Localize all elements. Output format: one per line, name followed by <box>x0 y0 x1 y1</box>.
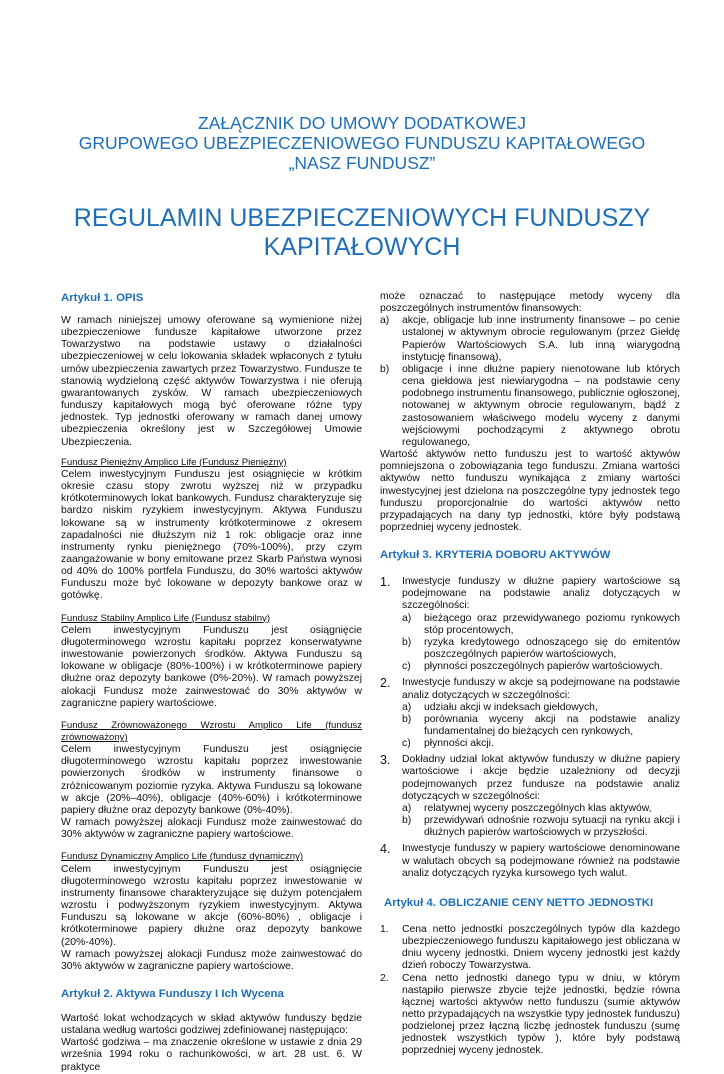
sub-text: ryzyka kredytowego odnoszącego się do emitentów poszczególnych papierów wartościowych, <box>424 636 680 661</box>
right-column <box>380 291 680 1058</box>
list-item-text: Cena netto jednostki danego typu w dniu, w którym nastąpiło pierwsze zbycie tejże jednostki, będzie równa łącznej wartości aktywów netto funduszu (sumie aktywów netto przypadających na wszystkie typy jednostek funduszu) podzielonej przez łączną liczbę jednostek funduszu (sumę jednostek wszystkich typów ), które były podstawą poprzedniej wyceny jednostek. <box>402 972 680 1057</box>
fund-3-name: Fundusz Zrównoważonego Wzrostu Amplico Life (fundusz zrównoważony) <box>61 719 362 743</box>
main-title-line2: KAPITAŁOWYCH <box>263 233 461 261</box>
fund-1-name: Fundusz Pieniężny Amplico Life (Fundusz Pieniężny) <box>61 456 287 468</box>
list-item-text: Inwestycje funduszy w dłużne papiery wartościowe są podejmowane na podstawie analiz dotyczących w szczególności: <box>402 576 680 612</box>
sub-text: płynności akcji. <box>424 738 494 750</box>
list-item-text: akcje, obligacje lub inne instrumenty finansowe – po cenie ustalonej w aktywnym obrocie regulowanym (przez Giełdę Papierów Wartościowych S.A. lub inną wiarygodną instytucję finansową), <box>402 315 680 363</box>
article-2-heading: Artykuł 2. Aktywa Funduszy I Ich Wycena <box>61 987 284 1000</box>
article-3-list <box>380 576 680 880</box>
left-column <box>61 291 362 1074</box>
annex-title-line3: „NASZ FUNDUSZ” <box>288 153 436 173</box>
annex-title-line1: ZAŁĄCZNIK DO UMOWY DODATKOWEJ <box>198 113 526 133</box>
list-marker: 3. <box>380 753 391 768</box>
list-marker: 2. <box>380 972 389 984</box>
article-4-list <box>380 924 680 1058</box>
article-4-heading: Artykuł 4. OBLICZANIE CENY NETTO JEDNOSTKI <box>384 896 654 909</box>
list-item-text: Cena netto jednostki poszczególnych typów dla każdego ubezpieczeniowego funduszu kapitałowego jest obliczana w dniu wyceny jednostki. Dniem wyceny jednostki jest każdy dzień roboczy Towarzystwa. <box>402 923 680 972</box>
sub-item <box>402 714 680 738</box>
sub-item <box>402 661 680 673</box>
sub-item <box>402 702 680 714</box>
list-item <box>380 924 680 973</box>
fund-4-allocation-note: W ramach powyższej alokacji Fundusz może zainwestować do 30% aktywów w zagraniczne papiery wartościowe. <box>61 948 362 972</box>
list-item <box>380 973 680 1058</box>
fund-2-name: Fundusz Stabilny Amplico Life (Fundusz stabilny) <box>61 612 271 624</box>
sub-text: przewidywań odnośnie rozwoju sytuacji na rynku akcji i dłużnych papierów wartościowych w przyszłości. <box>424 815 680 839</box>
list-item-text: Inwestycje funduszy w akcje są podejmowane na podstawie analiz dotyczących w szczególności: <box>402 677 680 701</box>
fund-4-name: Fundusz Dynamiczny Amplico Life (fundusz dynamiczny) <box>61 851 304 863</box>
article-2-fair-value: Wartość godziwa – ma znaczenie określone w ustawie z dnia 29 września 1994 roku o rachunkowości, w art. 28 ust. 6. W praktyce <box>61 1037 362 1073</box>
fund-3-allocation-note: W ramach powyższej alokacji Fundusz może zainwestować do 30% aktywów w zagraniczne papiery wartościowe. <box>61 817 362 841</box>
list-item <box>380 677 680 750</box>
sub-item <box>402 613 680 637</box>
list-marker: 4. <box>380 842 391 857</box>
list-item <box>380 315 680 364</box>
sub-marker: b) <box>402 636 412 648</box>
article-3-heading: Artykuł 3. KRYTERIA DOBORU AKTYWÓW <box>380 549 611 562</box>
article-1-heading: Artykuł 1. OPIS <box>61 292 144 304</box>
article-2-intro: Wartość lokat wchodzących w skład aktywów funduszy będzie ustalana według wartości godziwej zdefiniowanej następująco: <box>61 1012 362 1037</box>
list-item-text: Dokładny udział lokat aktywów funduszy w dłużne papiery wartościowe i akcje będzie uzależniony od decyzji podejmowanych przez fundusze na podstawie analiz dotyczących w szczególności: <box>402 754 680 802</box>
sub-marker: c) <box>402 661 411 673</box>
sub-marker: a) <box>402 701 412 713</box>
fund-2-description: Celem inwestycyjnym Funduszu jest osiągnięcie długoterminowego wzrostu kapitału poprzez konserwatywne inwestowanie powierzonych środków. Aktywa Funduszu są lokowane w obligacje (80%-100%) i w krótkoterminowe papiery dłużne oraz depozyty bankowe (0%-20%). W ramach powyższej alokacji Fundusz może zainwestować do 30% aktywów w zagraniczne papiery wartościowe. <box>61 624 362 709</box>
fund-3-description: Celem inwestycyjnym Funduszu jest osiągnięcie długoterminowego wzrostu kapitału poprzez inwestowanie powierzonych środków w instrumenty finansowe o zróżnicowanym poziomie ryzyka. Aktywa Funduszu są lokowane w akcje (20%–40%), obligacje (40%-60%) i krótkoterminowe papiery dłużne oraz depozyty bankowe (0%-40%). <box>61 744 362 816</box>
sub-text: porównania wyceny akcji na podstawie analizy fundamentalnej do bieżących cen rynkowych, <box>424 713 680 737</box>
sub-text: udziału akcji w indeksach giełdowych, <box>424 701 598 713</box>
sub-text: relatywnej wyceny poszczególnych klas aktywów, <box>424 802 652 814</box>
sub-marker: b) <box>402 815 412 827</box>
list-marker: b) <box>380 363 390 375</box>
net-asset-value-paragraph: Wartość aktywów netto funduszu jest to wartość aktywów pomniejszona o zobowiązania tego funduszu. Zmiana wartości aktywów netto funduszu wynikająca z zmiany wartości inwestycyjnej jest dzielona na poszczególne typy jednostek tego funduszu proporcjonalnie do wartości aktywów netto przypadających na dany typ jednostki, które były podstawą poprzedniej wyceny jednostek. <box>380 449 680 533</box>
list-item <box>380 754 680 839</box>
fund-4-description: Celem inwestycyjnym Funduszu jest osiągnięcie długoterminowego wzrostu kapitału poprzez inwestowanie w instrumenty finansowe charakteryzujące się dużym potencjałem wzrostu i podwyższonym ryzykiem inwestycyjnym. Aktywa Funduszu są lokowane w akcje (60%-80%) , obligacje i krótkoterminowe papiery dłużne oraz depozyty bankowe (20%-40%). <box>61 863 362 948</box>
list-item-text: obligacje i inne dłużne papiery nienotowane lub których cena giełdowa jest niewiarygodna – na podstawie ceny podobnego instrumentu finansowego, publicznie ogłoszonej, notowanej w aktywnym obrocie regulowanym, bądź z zastosowaniem właściwego modelu wyceny z danymi wejściowymi pochodzącymi z aktywnego obrotu regulowanego, <box>402 363 680 448</box>
list-item <box>380 843 680 879</box>
list-marker: 1. <box>380 575 391 590</box>
sub-marker: a) <box>402 802 412 814</box>
annex-title-line2: GRUPOWEGO UBEZPIECZENIOWEGO FUNDUSZU KAPITAŁOWEGO <box>78 133 646 153</box>
list-marker: a) <box>380 315 390 327</box>
valuation-method-list <box>380 315 680 449</box>
sub-item <box>402 738 680 750</box>
sub-marker: c) <box>402 738 411 750</box>
document-header <box>0 113 724 262</box>
main-title-line1: REGULAMIN UBEZPIECZENIOWYCH FUNDUSZY <box>73 204 651 232</box>
sub-text: płynności poszczególnych papierów wartościowych. <box>424 661 663 673</box>
sub-item <box>402 803 680 815</box>
sub-text: bieżącego oraz przewidywanego poziomu rynkowych stóp procentowych, <box>424 612 680 636</box>
valuation-intro: może oznaczać to następujące metody wyceny dla poszczególnych instrumentów finansowych: <box>380 291 680 315</box>
article-1-description: W ramach niniejszej umowy oferowane są wymienione niżej ubezpieczeniowe fundusze kapitałowe utworzone przez Towarzystwo na podstawie ustawy o działalności ubezpieczeniowej w celu lokowania składek wpłaconych z tytułu umów ubezpieczenia zawartych przez Towarzystwo. Fundusze te stanowią wydzieloną część aktywów Towarzystwa i nie oferują gwarantowanych zysków. W ramach ubezpieczeniowych funduszy kapitałowych mogą być oferowane różne typy jednostek. Typ jednostki oferowany w ramach danej umowy ubezpieczenia określony jest w Szczegółowej Umowie Ubezpieczenia. <box>61 315 362 448</box>
sub-item <box>402 637 680 661</box>
sub-item <box>402 815 680 839</box>
list-marker: 2. <box>380 676 391 691</box>
fund-1-description: Celem inwestycyjnym Funduszu jest osiągnięcie w krótkim okresie czasu stopy zwrotu wyższej niż w przypadku krótkoterminowych lokat bankowych. Fundusz charakteryzuje się bardzo niskim ryzykiem inwestycyjnym. Aktywa Funduszu lokowane są w instrumenty krótkoterminowe z okresem zapadalności nie dłuższym niż 1 rok: obligacje oraz inne instrumenty rynku pieniężnego (70%-100%), przy czym zaangażowanie w bony emitowane przez Skarb Państwa wynosi od 40% do 100% portfela Funduszu, do 30% wartości aktywów Funduszu może być lokowane w depozyty bankowe oraz w gotówkę. <box>61 468 362 602</box>
list-item <box>380 576 680 673</box>
sub-marker: b) <box>402 713 412 725</box>
list-item <box>380 364 680 449</box>
list-item-text: Inwestycje funduszy w papiery wartościowe denominowane w walutach obcych są podejmowane również na podstawie analiz dotyczących ryzyka kursowego tych walut. <box>402 843 680 879</box>
sub-marker: a) <box>402 612 412 624</box>
list-marker: 1. <box>380 923 389 935</box>
